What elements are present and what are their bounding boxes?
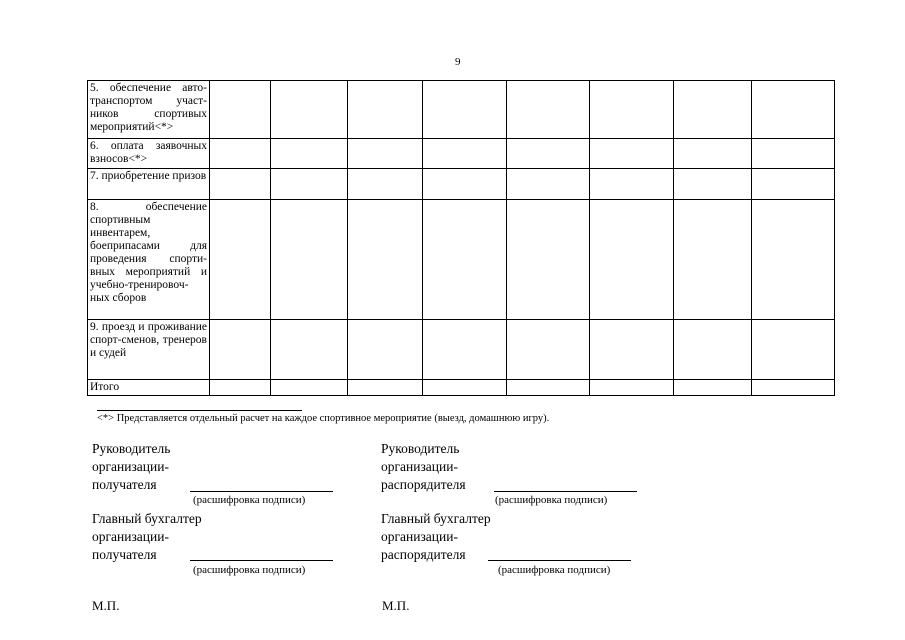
table-cell [210, 200, 271, 320]
distributor-head-caption: (расшифровка подписи) [495, 494, 608, 506]
table-cell [590, 169, 674, 200]
table-row [88, 380, 835, 396]
table-cell [674, 200, 752, 320]
table-cell [507, 380, 590, 396]
footnote: <*> Представляется отдельный расчет на каждое спортивное мероприятие (выезд, домашнюю игру). [97, 413, 550, 424]
table-cell [271, 380, 348, 396]
table-cell [423, 81, 507, 139]
table-cell [210, 320, 271, 380]
recipient-head-title: Руководитель организации- получателя [92, 441, 171, 492]
table-cell [348, 139, 423, 169]
table-cell [348, 169, 423, 200]
table-cell [507, 200, 590, 320]
table-cell [348, 380, 423, 396]
row-label: 6. оплата заявочных взносов<*> [88, 139, 210, 169]
row-label: 8. обеспечение спортивным инвентарем, боеприпасами для проведения спорти-вных мероприятий и учебно-тренировоч-ных сборов [88, 200, 210, 320]
table-cell [210, 380, 271, 396]
table-cell [590, 139, 674, 169]
recipient-accountant-signature-line [190, 560, 333, 561]
table-cell [507, 81, 590, 139]
table-cell [752, 81, 835, 139]
table-cell [507, 169, 590, 200]
page-number: 9 [455, 56, 461, 68]
table-cell [590, 320, 674, 380]
distributor-accountant-caption: (расшифровка подписи) [498, 564, 611, 576]
distributor-head-signature-line [494, 491, 637, 492]
recipient-accountant-caption: (расшифровка подписи) [193, 564, 306, 576]
row-label: 9. проезд и проживание спорт-сменов, тренеров и судей [88, 320, 210, 380]
table-cell [271, 320, 348, 380]
table-cell [423, 200, 507, 320]
table-row [88, 169, 835, 200]
stamp-place-distributor: М.П. [382, 598, 410, 613]
table-cell [674, 380, 752, 396]
table-cell [590, 81, 674, 139]
table-cell [210, 81, 271, 139]
table-cell [210, 139, 271, 169]
row-label: 7. приобретение призов [88, 169, 210, 200]
table-cell [674, 169, 752, 200]
table-cell [423, 169, 507, 200]
table-cell [210, 169, 271, 200]
table-cell [271, 139, 348, 169]
table-cell [423, 320, 507, 380]
table-cell [348, 320, 423, 380]
table-cell [271, 81, 348, 139]
table-cell [674, 81, 752, 139]
table-cell [752, 380, 835, 396]
table-cell [348, 81, 423, 139]
table-cell [423, 380, 507, 396]
table-cell [507, 320, 590, 380]
table-cell [271, 169, 348, 200]
recipient-head-signature-line [190, 491, 333, 492]
table-cell [674, 139, 752, 169]
distributor-accountant-title: Главный бухгалтер организации- распорядителя [381, 511, 491, 562]
table-row [88, 320, 835, 380]
table-cell [348, 200, 423, 320]
table-cell [674, 320, 752, 380]
recipient-head-caption: (расшифровка подписи) [193, 494, 306, 506]
table-cell [752, 200, 835, 320]
table-row [88, 81, 835, 139]
table-cell [752, 169, 835, 200]
table-row [88, 139, 835, 169]
footnote-divider [97, 410, 302, 411]
stamp-place-recipient: М.П. [92, 598, 120, 613]
row-label: Итого [88, 380, 210, 396]
table-row [88, 200, 835, 320]
table-cell [590, 380, 674, 396]
table-cell [507, 139, 590, 169]
table-cell [752, 320, 835, 380]
distributor-head-title: Руководитель организации- распорядителя [381, 441, 466, 492]
table-cell [423, 139, 507, 169]
recipient-accountant-title: Главный бухгалтер организации- получателя [92, 511, 202, 562]
row-label: 5. обеспечение авто-транспортом участ-ников спортивых мероприятий<*> [88, 81, 210, 139]
table-cell [590, 200, 674, 320]
table-cell [752, 139, 835, 169]
table-cell [271, 200, 348, 320]
budget-table [87, 80, 835, 396]
distributor-accountant-signature-line [488, 560, 631, 561]
